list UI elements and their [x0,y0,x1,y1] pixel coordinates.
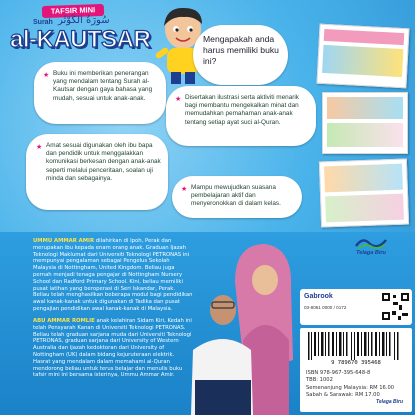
author-photo [185,240,293,415]
barcode-number: 9 789670 395468 [331,360,381,366]
star-icon: ★ [175,96,182,103]
barcode-panel [300,328,412,412]
series-badge: TAFSIR MINI [42,4,104,18]
title-prefix: Surah [33,19,53,26]
author1-bio-text: dilahirkan di Ipoh, Perak dan merupakan ibu kepada enam orang anak. Graduan Ijazah Teknologi Maklumat dari Universiti Teknologi PETRONAS ini mempunyai pengalaman sebagai Pengelus Sekolah Malaysia di Nottingham, United Kingdom. Beliau juga pernah menjadi tenaga pengajar di Nottingham Nursery School dan Radford Primary School. Kini, beliau memiliki pusat latihan yang beroperasi di Seri Iskandar, Perak. Beliau telah menghasilkan beberapa modul bagi pendidikan awal kanak-kanak untuk digunakan di Tadika dan pusat pengajian pendidikan awal kanak-kanak di Malaysia. [33,238,193,312]
book-title: al-KAUTSAR [10,26,151,53]
sample-page-1 [316,24,409,89]
barcode [306,332,406,360]
publisher-small-logo: Telaga Biru [376,399,404,405]
qr-phone: 03-8061 0000 / 0172 [304,305,347,310]
author1-name: UMMU AMMAR AMIR [33,238,95,244]
qr-label: Gabrook [304,293,333,300]
bullet-bubble-2: ★ Disertakan ilustrasi serta aktiviti menarik bagi membantu mengekalkan minat dan memudahkan pemahaman anak-anak tentang setiap ayat suci al-Quran. [166,86,316,146]
bullet-bubble-4: ★ Mampu mewujudkan suasana pembelajaran aktif dan menyeronokkan di dalam kelas. [172,176,302,218]
author2-bio-text: anak kelahiran Sidam Kiri, Kedah ini telah Pensyarah Kanan di Universiti Teknologi PETRONAS. Beliau telah graduan sarjana muda dari Universiti Teknologi PETRONAS, graduan sarjana dari University of Western Australia dan ijazah kedoktoran dari University of Nottingham (UK) dalam bidang kejuruteraan elektrik. Hasrat yang mendalam dalam memahami al-Quran mendorong beliau untuk terus belajar dan menulis buku tafsir mini ini bersama isterinya, Ummu Ammar Amir. [33,318,192,379]
star-icon: ★ [181,186,188,193]
question-bubble: Mengapakah anda harus memiliki buku ini? [193,25,288,85]
price-west: Semenanjung Malaysia: RM 16.00 [306,385,395,391]
star-icon: ★ [36,144,43,151]
publisher-logo: Telaga Biru [354,234,388,262]
publisher-wave-icon [354,234,388,250]
price-east: Sabah & Sarawak: RM 17.00 [306,392,380,398]
title-arabic: سُورَةُ الكَوْثَر [58,15,110,26]
star-icon: ★ [43,72,50,79]
qr-panel [300,289,412,325]
author1-bio [33,238,193,313]
author2-bio [33,318,193,379]
sample-page-2 [322,92,408,154]
sample-page-3 [319,158,409,227]
isbn: ISBN 978-967-395-648-8 [306,370,371,376]
author2-name: ABU AMMAR ROMLIE [33,318,95,324]
bullet-bubble-3: ★ Amat sesuai digunakan oleh ibu bapa dan pendidik untuk menggalakkan komunikasi berkesan dengan anak-anak seperti melalui penceritaan, soalan uji minda dan sebagainya. [26,134,168,210]
tbb: TBB: 1002 [306,377,333,383]
bullet-bubble-1: ★ Buku ini memberikan penerangan yang mendalam tentang Surah al-Kautsar dengan gaya bahasa yang mudah, sesuai untuk anak-anak. [34,62,166,124]
qr-code [381,292,410,321]
